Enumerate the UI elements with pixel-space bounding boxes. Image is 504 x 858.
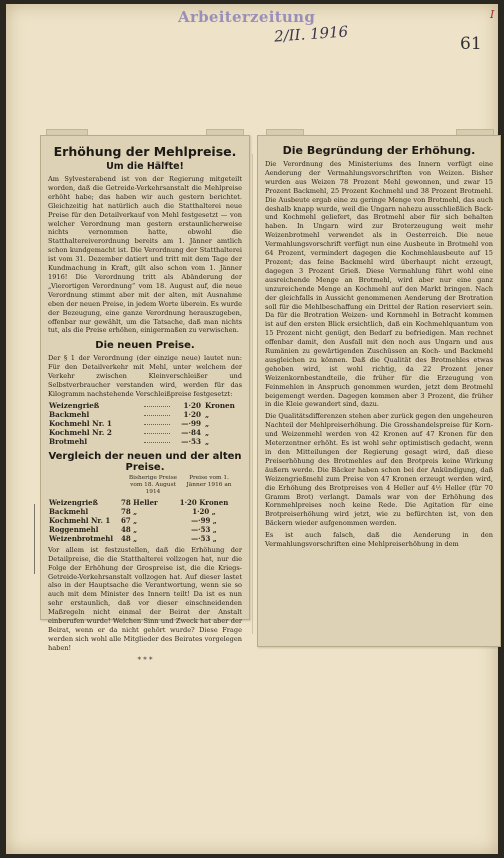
- newspaper-stamp: Arbeiterzeitung: [178, 8, 316, 26]
- column-gap: [252, 154, 253, 634]
- price-list: [41, 401, 249, 446]
- compare-row: Roggenmehl 48 „ —·53 „: [49, 524, 217, 534]
- compare-row: Weizenbrotmehl 48 „ —·53 „: [49, 533, 217, 543]
- clipping-left: [40, 135, 250, 664]
- section-heading-prices: Die neuen Preise.: [95, 340, 195, 352]
- section-heading-compare: Vergleich der neuen und der alten Preise.: [48, 450, 242, 473]
- page-number: 61: [460, 34, 482, 54]
- price-row: Kochmehl Nr. 2 —·84 „: [49, 427, 210, 437]
- pencil-margin-mark: [34, 504, 35, 574]
- compare-row: Weizengrieß 78 Heller 1·20 Kronen: [49, 497, 229, 507]
- article-title: Erhöhung der Mehlpreise.: [53, 144, 237, 159]
- compare-row: Backmehl 78 „ 1·20 „: [49, 506, 216, 516]
- article-paragraph: Die Verordnung des Ministeriums des Innern verfügt eine Aenderung der Vermahlungsvorschriften von Weizen. Bisher wurden aus Weizen 78 Prozent Mehl gewonnen, und zwar 15 Prozent Backmehl, 25 Prozent Kochmehl und 38 Prozent Brotmehl. Die Ausbeute ergab eine zu geringe Menge von Brotmehl, das auch deshalb knapp wurde, weil die Ungarn nahezu ausschließlich Back- und Kochmehl geliefert, das Brotmehl aber für sich behalten haben. In Ungarn wird zur Broterzeugung weit mehr Weizenbrotmehl verwendet als in Oesterreich. Die neue Vermahlungsvorschrift verfügt nun eine Ausbeute in Brotmehl von 64 Prozent, vermindert dagegen die Kochmehlausbeute auf 15 Prozent; das feine Backmehl wird überhaupt nicht erzeugt, dagegen 3 Prozent Grieß. Diese Vermahlung führt wohl eine ausreichende Menge an Brotmehl, wird aber nur eine ganz unzureichende Menge an Kochmehl auf den Markt bringen. Nach der gleichfalls in Aussicht genommenen Aenderung der Brotration soll für die Mehlbeschaffung ein Drittel der Ration reserviert sein. Da für die Brotration Weizen- und Kornmehl in Betracht kommen ist auf den ersten Blick ersichtlich, daß ein Kochmehlquantum von 15 Prozent nicht genügt, den Bedarf zu befriedigen. Man rechnet offenbar damit, den Ausfall mit den noch aus Ungarn und aus Rumänien zu gewärtigenden Zuschüssen an Koch- und Backmehl ausgleichen zu können. Daß die Qualität des Brotmehles etwas gehoben wird, ist wohl richtig, da 22 Prozent jener Weizenkornbestandteile, die früher für die Erzeugung von Feinmehlen in Anspruch genommen wurden, jetzt dem Brotmehl beigemengt werden. Dagegen kommen aber 3 Prozent, die früher in die Kleie gewandert sind, dazu.: [265, 160, 493, 409]
- price-row: Brotmehl —·53 „: [49, 436, 210, 446]
- handwritten-date: 2/II. 1916: [273, 22, 349, 46]
- compare-header: Bisherige Preise vom 18. August 1914 Preise vom 1. Jänner 1916 an: [128, 474, 232, 495]
- compare-table: [41, 498, 249, 543]
- article-intro: Am Sylvesterabend ist von der Regierung mitgeteilt worden, daß die Getreide-Verkehrsanstalt die Mehlpreise erhöht habe; das haben wir auch gestern berichtet. Gleichzeitig hat natürlich auch die Statthalterei neue Preise für den Detailverkauf von Mehl festgesetzt — von welcher Verordnung man gestern erstaunlicherweise nichts vernommen hatte, obwohl die Statthaltereiverordnung bereits am 1. Jänner amtlich schon kundgemacht ist. Die Verordnung der Statthalterei ist vom 31. Dezember datiert und tritt mit dem Tage der Kundmachung in Kraft, gilt also schon vom 1. Jänner 1916! Die Verordnung tritt als Abänderung der „Vierortigen Verordnung“ vom 18. August auf, die neue Verordnung stimmt aber mit der alten, mit Ausnahme eben der neuen Preise, in jedem Worte überein. Es wurde der Bezeugung, eine ganze Verordnung herauszugeben, offenbar nur gewählt, um die Tatsache, daß man nichts tut, als die Preise erhöhen, einigermaßen zu verwischen.: [48, 175, 242, 335]
- ornament: * * *: [137, 655, 153, 664]
- article-title: Die Begründung der Erhöhung.: [282, 144, 476, 157]
- article-closing: Vor allem ist festzustellen, daß die Erhöhung der Detailpreise, die die Statthalterei vollzogen hat, nur die Folge der Erhöhung der Grospreise ist, die die Kriegs-Getreide-Verkehrsanstalt vollzogen hat. Auf dieser lastet also in der Hauptsache die Verantwortung, wenn sie so auch mit dem Minister des Innern teilt! Da ist es nun sehr erstaunlich, daß vor dieser einschneidenden Maßregeln nicht einmal der Beirat der Anstalt einberufen wurde! Welchen Sinn und Zweck hat aber der Beirat, wenn er da nicht gehört wurde? Diese Frage werden sich wohl alle Mitglieder des Beirates vorgelegen haben!: [48, 545, 242, 652]
- prices-intro: Der § 1 der Verordnung (der einzige neue) lautet nun: Für den Detailverkehr mit Mehl, unter welchem der Verkehr zwischen Kleinverschleißer und Selbstverbraucher verstanden wird, werden für das Kilogramm nachstehende Verschleißpreise festgesetzt:: [48, 354, 242, 398]
- price-row: Weizengrieß 1·20 Kronen: [49, 400, 235, 410]
- article-subtitle: Um die Hälfte!: [106, 161, 184, 172]
- price-row: Backmehl 1·20 „: [49, 409, 210, 419]
- compare-row: Kochmehl Nr. 1 67 „ —·99 „: [49, 515, 217, 525]
- article-paragraph: Die Qualitätsdifferenzen stehen aber zurück gegen den ungeheuren Nachteil der Mehlpreiserhöhung. Die Grosshandelspreise für Korn- und Weizenmehl werden von 42 Kronen auf 47 Kronen für den Meterzentner erhöht. Es ist wohl sehr optimistisch gedacht, wenn in den Mitteilungen der Regierung gesagt wird, daß diese Preiserhöhung des Brotmehles auf den Brotpreis keine Wirkung äußern werde. Die Bäcker haben schon bei der Ankündigung, daß Weizengrießmehl zum Preise von 47 Kronen erzeugt werden wird, die Erhöhung des Brotpreises von 4 Heller auf 4½ Heller (für 70 Gramm Brot) verlangt. Damals war von der Erhöhung des Kornmehlpreises noch keine Rede. Die Agitation für eine Brotpreiserhöhung wird jetzt, wie zu befürchten ist, von den Bäckern wieder aufgenommen werden.: [265, 412, 493, 528]
- price-row: Kochmehl Nr. 1 —·99 „: [49, 418, 210, 428]
- corner-mark: I: [490, 8, 495, 21]
- archive-sheet: [6, 4, 498, 854]
- clipping-right: [257, 135, 501, 647]
- article-paragraph: Es ist auch falsch, daß die Aenderung in den Vermahlungsvorschriften eine Mehlpreiserhöhung in dem: [265, 531, 493, 549]
